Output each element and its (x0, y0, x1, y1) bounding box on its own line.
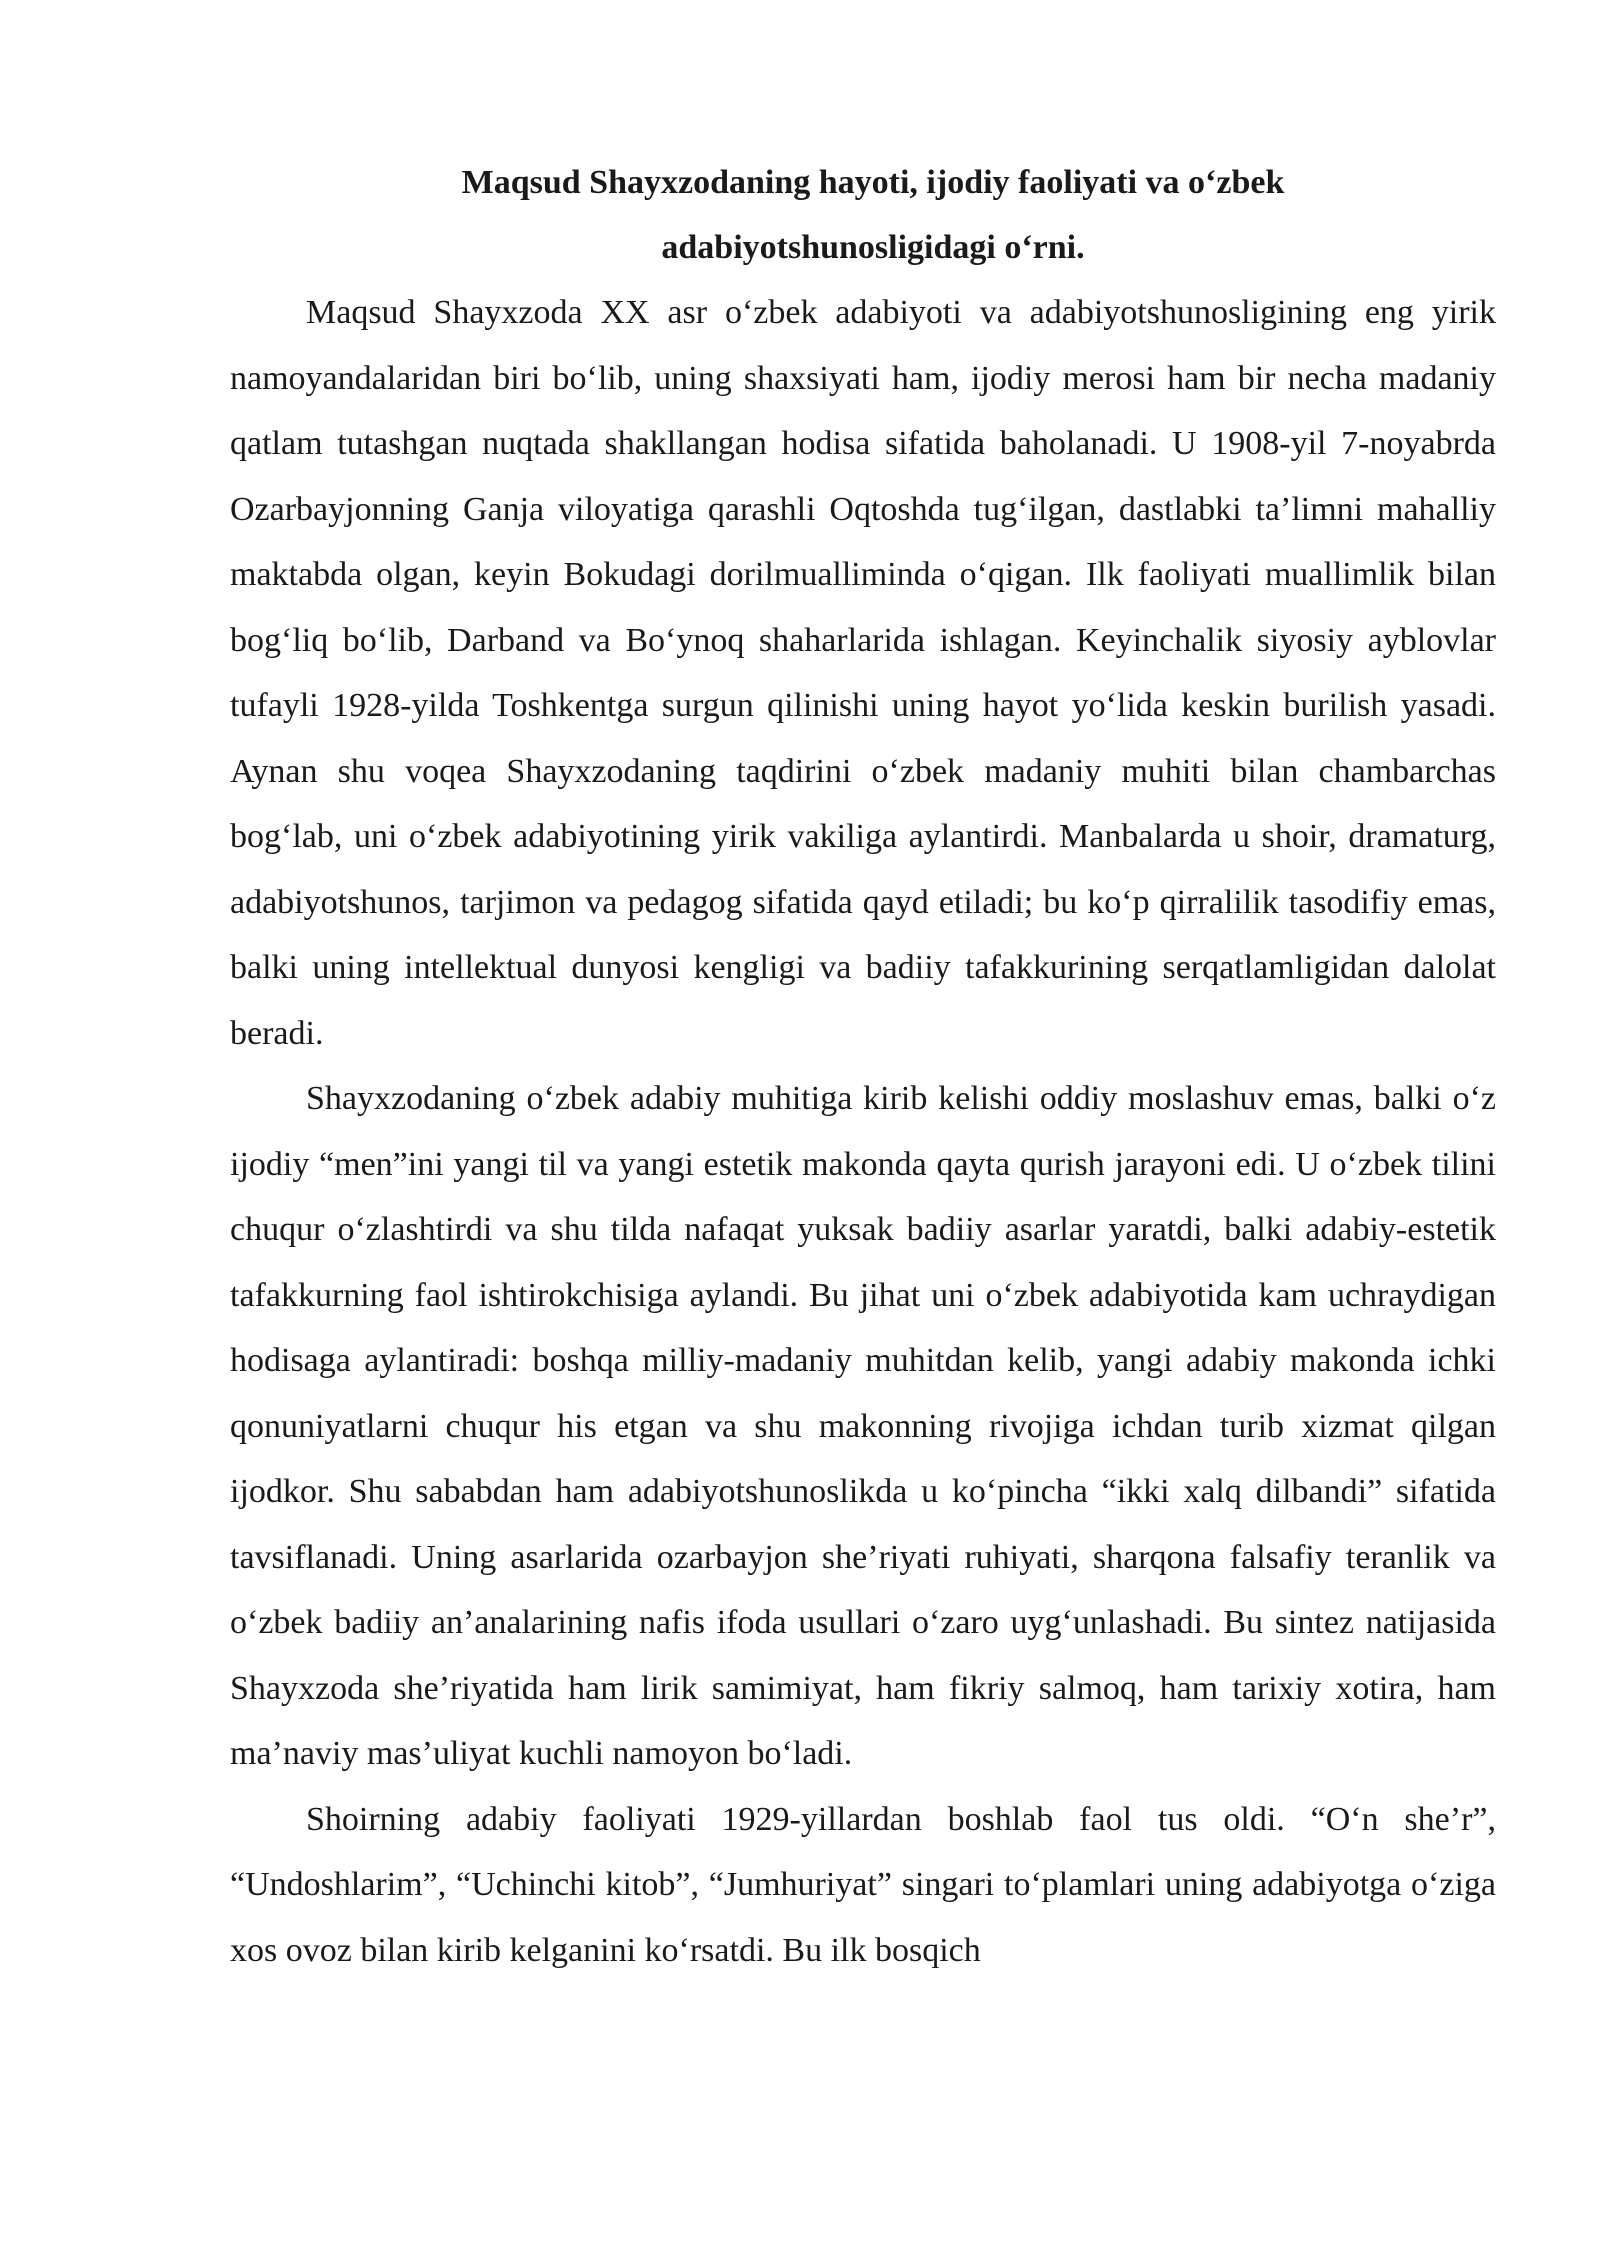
paragraph-1: Maqsud Shayxzoda XX asr o‘zbek adabiyoti va adabiyotshunosligining eng yirik namoyandalaridan biri bo‘lib, uning shaxsiyati ham, ijodiy merosi ham bir necha madaniy qatlam tutashgan nuqtada shakllangan hodisa sifatida baholanadi. U 1908-yil 7-noyabrda Ozarbayjonning Ganja viloyatiga qarashli Oqtoshda tug‘ilgan, dastlabki ta’limni mahalliy maktabda olgan, keyin Bokudagi dorilmualliminda o‘qigan. Ilk faoliyati muallimlik bilan bog‘liq bo‘lib, Darband va Bo‘ynoq shaharlarida ishlagan. Keyinchalik siyosiy ayblovlar tufayli 1928-yilda Toshkentga surgun qilinishi uning hayot yo‘lida keskin burilish yasadi. Aynan shu voqea Shayxzodaning taqdirini o‘zbek madaniy muhiti bilan chambarchas bog‘lab, uni o‘zbek adabiyotining yirik vakiliga aylantirdi. Manbalarda u shoir, dramaturg, adabiyotshunos, tarjimon va pedagog sifatida qayd etiladi; bu ko‘p qirralilik tasodifiy emas, balki uning intellektual dunyosi kengligi va badiiy tafakkurining serqatlamligidan dalolat beradi. (230, 294, 1496, 1052)
title-line-2: adabiyotshunosligidagi o‘rni. (661, 229, 1085, 266)
document-title (230, 150, 1496, 280)
title-line-1: Maqsud Shayxzodaning hayoti, ijodiy faoliyati va o‘zbek (461, 164, 1285, 201)
paragraph-3: Shoirning adabiy faoliyati 1929-yillardan boshlab faol tus oldi. “O‘n she’r”, “Undoshlarim”, “Uchinchi kitob”, “Jumhuriyat” singari to‘plamlari uning adabiyotga o‘ziga xos ovoz bilan kirib kelganini ko‘rsatdi. Bu ilk bosqich (230, 1800, 1496, 1969)
paragraph-2: Shayxzodaning o‘zbek adabiy muhitiga kirib kelishi oddiy moslashuv emas, balki o‘z ijodiy “men”ini yangi til va yangi estetik makonda qayta qurish jarayoni edi. U o‘zbek tilini chuqur o‘zlashtirdi va shu tilda nafaqat yuksak badiiy asarlar yaratdi, balki adabiy-estetik tafakkurning faol ishtirokchisiga aylandi. Bu jihat uni o‘zbek adabiyotida kam uchraydigan hodisaga aylantiradi: boshqa milliy-madaniy muhitdan kelib, yangi adabiy makonda ichki qonuniyatlarni chuqur his etgan va shu makonning rivojiga ichdan turib xizmat qilgan ijodkor. Shu sababdan ham adabiyotshunoslikda u ko‘pincha “ikki xalq dilbandi” sifatida tavsiflanadi. Uning asarlarida ozarbayjon she’riyati ruhiyati, sharqona falsafiy teranlik va o‘zbek badiiy an’analarining nafis ifoda usullari o‘zaro uyg‘unlashadi. Bu sintez natijasida Shayxzoda she’riyatida ham lirik samimiyat, ham fikriy salmoq, ham tarixiy xotira, ham ma’naviy mas’uliyat kuchli namoyon bo‘ladi. (230, 1080, 1496, 1772)
